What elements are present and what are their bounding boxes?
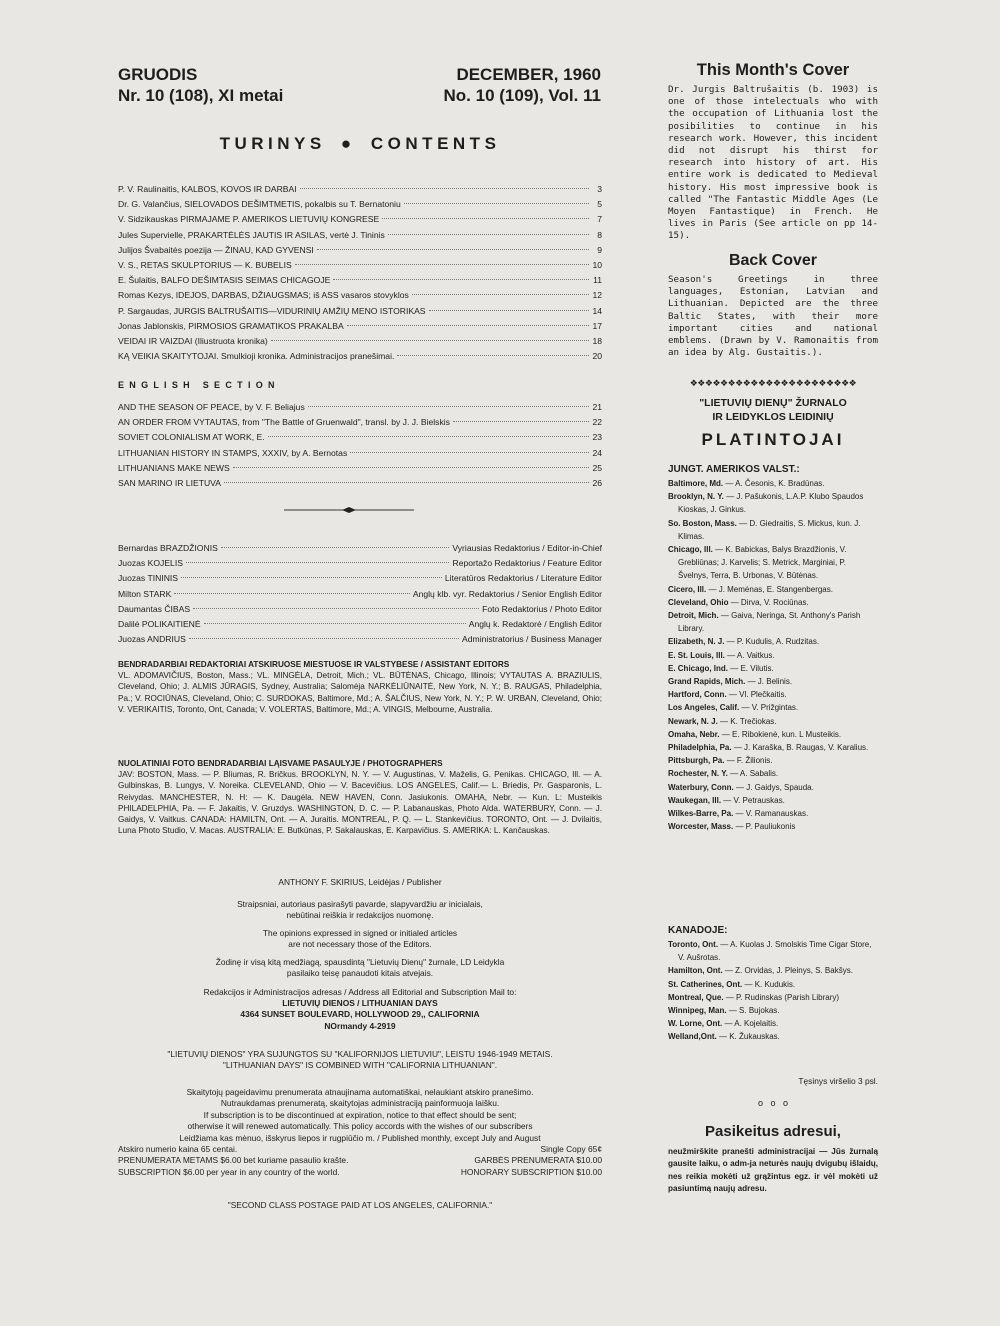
photographers-block bbox=[118, 758, 602, 836]
distributor-entry bbox=[668, 688, 878, 701]
distributor-city: Detroit, Mich. bbox=[668, 611, 719, 621]
toc-entry bbox=[118, 461, 602, 476]
distributor-names: — E. Vilutis. bbox=[730, 663, 774, 673]
back-cover-title: Back Cover bbox=[728, 252, 818, 269]
toc-entry-page: 5 bbox=[597, 199, 602, 210]
subscription-row-lt bbox=[118, 1155, 602, 1166]
distributors-heading bbox=[668, 396, 878, 452]
toc-entry-page: 12 bbox=[592, 290, 602, 301]
toc-entry-page: 23 bbox=[592, 432, 602, 443]
address-change-note bbox=[668, 1123, 878, 1196]
distributor-names: — Vl. Plečkaitis. bbox=[728, 690, 787, 700]
distributor-names: — K. Kudukis. bbox=[744, 979, 796, 989]
usa-list bbox=[668, 477, 878, 833]
toc-entry-page: 18 bbox=[592, 335, 602, 346]
distributor-names: — P. Pauliukonis bbox=[735, 822, 796, 832]
distributor-entry bbox=[668, 820, 878, 833]
distributor-names: — J. Pašukonis, L.A.P. Klubo Spaudos Kioskas, J. Ginkus. bbox=[678, 492, 864, 515]
issue-number-en: No. 10 (109), Vol. 11 bbox=[443, 86, 601, 105]
distributor-names: — V. Prižgintas. bbox=[741, 703, 799, 713]
disclaimer-lt bbox=[118, 899, 602, 921]
distributor-entry bbox=[668, 754, 878, 767]
distributor-city: Worcester, Mass. bbox=[668, 822, 734, 832]
staff-entry bbox=[118, 617, 602, 632]
distributor-names: — Gaiva, Neringa, St. Anthony's Parish Library. bbox=[678, 611, 861, 634]
distributor-entry bbox=[668, 1030, 878, 1043]
distributor-names: — K. Žukauskas. bbox=[718, 1032, 780, 1042]
contributors-heading: BENDRADARBIAI REDAKTORIAI ATSKIRUOSE MIESTUOSE IR VALSTYBESE / ASSISTANT EDITORS bbox=[118, 660, 510, 669]
reprint-notice bbox=[118, 957, 602, 979]
honorary-en: HONORARY SUBSCRIPTION $10.00 bbox=[460, 1166, 602, 1177]
disclaimer-en-line1: The opinions expressed in signed or initialed articles bbox=[262, 928, 458, 938]
distributor-names: — A. Vaitkus. bbox=[727, 650, 775, 660]
distributors-usa bbox=[668, 464, 878, 833]
subs-line3: If subscription is to be discontinued at expiration, notice to that effect should be sent; bbox=[203, 1109, 517, 1120]
distributor-city: Cleveland, Ohio bbox=[668, 597, 729, 607]
staff-name: Juozas ANDRIUS bbox=[118, 634, 186, 645]
month-lt: GRUODIS bbox=[118, 65, 198, 84]
back-cover-text: Season's Greetings in three languages, Estonian, Latvian and Lithuanian. Depicted are the three Baltic States, with their more important cities and national emblems. (Drawn by V. Ramonaitis from an idea by Alg. Gustaitis.). bbox=[668, 274, 878, 359]
distributor-city: Baltimore, Md. bbox=[668, 479, 724, 488]
staff-leader-dots bbox=[204, 623, 466, 624]
staff-role: Administratorius / Business Manager bbox=[462, 634, 602, 645]
staff-entry bbox=[118, 541, 602, 556]
cover-note bbox=[668, 61, 878, 243]
address-change-title: Pasikeitus adresui, bbox=[705, 1123, 841, 1140]
distributor-city: Rochester, N. Y. bbox=[668, 769, 728, 779]
distributor-city: Philadelphia, Pa. bbox=[668, 743, 732, 753]
distributor-entry bbox=[668, 517, 878, 543]
toc-entry bbox=[118, 304, 602, 319]
distributor-entry bbox=[668, 1017, 878, 1030]
toc-entry-title: KĄ VEIKIA SKAITYTOJAI. Smulkioji kronika. Administracijos pranešimai. bbox=[118, 351, 395, 362]
issue-number-lt: Nr. 10 (108), XI metai bbox=[118, 86, 284, 105]
distributors-title: PLATINTOJAI bbox=[701, 430, 845, 449]
toc-entry-title: Jonas Jablonskis, PIRMOSIOS GRAMATIKOS PRAKALBA bbox=[118, 320, 344, 331]
cover-title: This Month's Cover bbox=[696, 61, 850, 79]
distributor-entry bbox=[668, 543, 878, 583]
price-row bbox=[118, 1144, 602, 1155]
merger-line2: "LITHUANIAN DAYS" IS COMBINED WITH "CALIFORNIA LITHUANIAN". bbox=[222, 1060, 498, 1071]
staff-name: Dalilė POLIKAITIENĖ bbox=[118, 618, 201, 629]
photographers-heading: NUOLATINIAI FOTO BENDRADARBIAI LĄISVAME PASAULYJE / PHOTOGRAPHERS bbox=[118, 759, 443, 768]
distributor-names: — J. Gaidys, Spauda. bbox=[736, 782, 814, 792]
distributor-names: — Dirva, V. Rociūnas. bbox=[730, 597, 809, 607]
toc-entry bbox=[118, 243, 602, 258]
toc-leader-dots bbox=[295, 264, 589, 265]
distributor-names: — E. Ribokienė, kun. L Musteikis. bbox=[721, 729, 842, 739]
staff-list bbox=[118, 541, 602, 647]
distributor-entry bbox=[668, 635, 878, 648]
toc-entry bbox=[118, 273, 602, 288]
distributor-city: Grand Rapids, Mich. bbox=[668, 677, 746, 687]
toc-leader-dots bbox=[397, 355, 589, 356]
toc-leader-dots bbox=[308, 406, 589, 407]
staff-name: Bernardas BRAZDŽIONIS bbox=[118, 543, 218, 553]
distributor-entry bbox=[668, 1004, 878, 1017]
toc-entry-page: 25 bbox=[592, 462, 602, 473]
toc-leader-dots bbox=[350, 452, 589, 453]
toc-entry-page: 8 bbox=[597, 229, 602, 240]
toc-leader-dots bbox=[388, 234, 589, 235]
address-line1: Redakcijos ir Administracijos adresas / Address all Editorial and Subscription Mail to: bbox=[203, 987, 517, 997]
toc-entry-title: AN ORDER FROM VYTAUTAS, from "The Battle of Gruenwald", transl. by J. J. Bielskis bbox=[118, 417, 450, 428]
distributor-city: Waukegan, Ill. bbox=[668, 795, 722, 805]
toc-entry-title: Romas Kezys, IDEJOS, DARBAS, DŽIAUGSMAS; iš ASS vasaros stovyklos bbox=[118, 290, 409, 301]
usa-label: JUNGT. AMERIKOS VALST.: bbox=[668, 464, 800, 475]
distributor-entry bbox=[668, 964, 878, 977]
disclaimer-en bbox=[118, 928, 602, 950]
distributor-entry bbox=[668, 781, 878, 794]
address-phone: NOrmandy 4-2919 bbox=[324, 1020, 396, 1031]
toc-leader-dots bbox=[429, 310, 589, 311]
distributor-names: — J. Karaška, B. Raugas, V. Karalius. bbox=[733, 743, 869, 753]
toc-entry-page: 26 bbox=[592, 477, 602, 488]
toc-entry bbox=[118, 212, 602, 227]
merger-notice bbox=[118, 1049, 602, 1071]
distributor-city: Los Angeles, Calif. bbox=[668, 703, 740, 713]
toc-entry-page: 17 bbox=[592, 320, 602, 331]
toc-entry-page: 11 bbox=[593, 275, 602, 286]
toc-entry-page: 24 bbox=[592, 447, 602, 458]
distributor-names: — P. Rudinskas (Parish Library) bbox=[725, 992, 840, 1002]
staff-name: Daumantas ČIBAS bbox=[118, 603, 191, 614]
subscription-en: SUBSCRIPTION $6.00 per year in any country of the world. bbox=[118, 1166, 340, 1177]
separator-ornament bbox=[284, 504, 414, 516]
distributor-names: — A. Česonis, K. Bradūnas. bbox=[725, 479, 825, 488]
english-toc-list bbox=[118, 400, 602, 491]
subs-line4: otherwise it will renewed automatically. This policy accords with the wishes of our subscribers bbox=[187, 1121, 533, 1132]
toc-entry-title: LITHUANIANS MAKE NEWS bbox=[118, 462, 230, 473]
toc-entry-title: P. Sargaudas, JURGIS BALTRUŠAITIS—VIDURINIŲ AMŽIŲ MENO ISTORIKAS bbox=[118, 305, 426, 316]
toc-entry-page: 3 bbox=[597, 184, 602, 194]
staff-role: Reportažo Redaktorius / Feature Editor bbox=[452, 558, 602, 569]
toc-leader-dots bbox=[404, 203, 589, 204]
distributor-names: — V. Petrauskas. bbox=[723, 795, 785, 805]
toc-entry bbox=[118, 258, 602, 273]
address-line3: 4364 SUNSET BOULEVARD, HOLLYWOOD 29,, CALIFORNIA bbox=[240, 1009, 480, 1020]
subs-line2: Nutraukdamas prenumeratą, skaitytojas administraciją painformuoja laišku. bbox=[220, 1098, 500, 1109]
subscription-block bbox=[118, 1087, 602, 1178]
staff-entry bbox=[118, 556, 602, 571]
distributors-canada bbox=[668, 925, 878, 1044]
distributor-city: Waterbury, Conn. bbox=[668, 782, 734, 792]
staff-leader-dots bbox=[193, 608, 479, 609]
distributor-entry bbox=[668, 662, 878, 675]
distributor-names: — K. Trečiokas. bbox=[720, 716, 777, 726]
address-line2: LIETUVIŲ DIENOS / LITHUANIAN DAYS bbox=[282, 998, 438, 1009]
toc-leader-dots bbox=[453, 421, 589, 422]
toc-entry bbox=[118, 430, 602, 445]
staff-entry bbox=[118, 571, 602, 586]
distributor-city: Wilkes-Barre, Pa. bbox=[668, 809, 734, 819]
staff-leader-dots bbox=[221, 547, 450, 548]
photographers-text: JAV: BOSTON, Mass. — P. Bliumas, R. Bričkus. BROOKLYN, N. Y. — V. Augustinas, V. Maželis, G. Penikas. CHICAGO, Ill. — A. Gulbinskas, B. Lungys, V. Noreika. CLEVELAND, Ohio — V. Bacevičius. LOS ANGELES, Calif.— L. Briedis, Pr. Gasparonis, L. Reivydas. MANCHESTER, N. H: — K. Daugėla. NEW HAVEN, Conn. Jasiukonis. OMAHA, Nebr. — Kun. L: Musteikis PHILADELPHIA, Pa. — F. Jakaitis, V. Gruzdys. WASHINGTON, D. C. — P. Labanauskas, Photo Alda. WATERBURY, Conn. — J. Gaidys, V. Vaitkus. CANADA: HAMILTN, Ont. — A. Juraitis. MONTREAL, P. Q. — L. Stankevičius. TORONTO, Ont. — J. Dvilaitis, Luna Photo Studio, V. Macas. AUSTRALIA: E. Butkūnas, P. Sakalauskas, E. Karpavičius. S. AMERIKA: L. Kančauskas. bbox=[118, 770, 602, 836]
distributor-names: — K. Babickas, Balys Brazdžionis, V. Grebliūnas; J. Karvelis; S. Metrick, Marginiai, P. Švelnys, Terra, B. Urbonas, V. Būtėnas. bbox=[678, 545, 847, 581]
toc-entry bbox=[118, 197, 602, 212]
distributor-city: Omaha, Nebr. bbox=[668, 729, 720, 739]
publisher: ANTHONY F. SKIRIUS, Leidėjas / Publisher bbox=[278, 877, 442, 887]
distributor-city: W. Lorne, Ont. bbox=[668, 1019, 723, 1029]
toc-leader-dots bbox=[268, 436, 589, 437]
distributor-entry bbox=[668, 807, 878, 820]
toc-entry-title: V. S., RETAS SKULPTORIUS — K. BUBELIS bbox=[118, 259, 292, 270]
toc-entry-title: E. Šulaitis, BALFO DEŠIMTASIS SEIMAS CHICAGOJE bbox=[118, 275, 331, 286]
staff-entry bbox=[118, 587, 602, 602]
toc-entry-title: LITHUANIAN HISTORY IN STAMPS, XXXIV, by A. Bernotas bbox=[118, 447, 348, 458]
back-cover-note bbox=[668, 252, 878, 359]
distributor-entry bbox=[668, 649, 878, 662]
distributor-entry bbox=[668, 715, 878, 728]
distributor-city: So. Boston, Mass. bbox=[668, 518, 737, 528]
toc-leader-dots bbox=[317, 249, 589, 250]
toc-leader-dots bbox=[224, 482, 589, 483]
address-change-text: neužmirškite pranešti administracijai — Jūs žurnalą gausite laiku, o adm-ja neturės naujų dvigubų išlaidų, nes reikia mokėti už grąžintus egz. ir vėl mokėti už pasiuntimą naujų adresu. bbox=[668, 1147, 878, 1194]
distributor-entry bbox=[668, 701, 878, 714]
issue-header-right bbox=[400, 64, 601, 106]
distributor-city: Toronto, Ont. bbox=[668, 940, 719, 949]
staff-entry bbox=[118, 632, 602, 647]
distributor-city: Welland,Ont. bbox=[668, 1032, 717, 1042]
disclaimer-lt-line2: nebūtinai reiškia ir redakcijos nuomonę. bbox=[286, 910, 434, 921]
toc-entry bbox=[118, 400, 602, 415]
distributor-names: — Z. Orvidas, J. Pleinys, S. Bakšys. bbox=[724, 966, 853, 976]
contributors-text: VL. ADOMAVIČIUS, Boston, Mass.; VL. MINGĖLA, Detroit, Mich.; VL. BŪTĖNAS, Chicago, Illinois; VYTAUTAS A. BRAZIULIS, Cleveland, Ohio; J. ALMIS JŪRAGIS, Sydney, Australia; Salomėja NARKĖLIŪNAITĖ, New York, N. Y.; B. RAUGAS, Philadelphia, Pa.; V. ROCIŪNAS, Cleveland, Ohio; C. SURDOKAS, Baltimore, Md.; A. ŠALČIUS, New York, N. Y.; P. W. URBAN, Cleveland, Ohio; V. VERIKAITIS, Toronto, Ont, Canada; V. VOLERTAS, Baltimore, Md.; A. VINGIS, Melbourne, Australia. bbox=[118, 671, 602, 714]
subscription-row-en bbox=[118, 1167, 602, 1178]
distributor-names: — A. Kojelaitis. bbox=[724, 1019, 779, 1029]
staff-leader-dots bbox=[181, 577, 442, 578]
distributor-city: St. Catherines, Ont. bbox=[668, 979, 743, 989]
distributor-names: — J. Memėnas, E. Stangenbergas. bbox=[708, 584, 833, 594]
distributor-city: Montreal, Que. bbox=[668, 992, 724, 1002]
toc-list bbox=[118, 182, 602, 364]
contributors-block bbox=[118, 659, 602, 715]
distributor-names: — D. Giedraitis, S. Mickus, kun. J. Klimas. bbox=[678, 518, 861, 541]
distributor-city: Chicago, Ill. bbox=[668, 545, 713, 555]
distributor-entry bbox=[668, 794, 878, 807]
staff-leader-dots bbox=[186, 562, 450, 563]
staff-name: Milton STARK bbox=[118, 588, 172, 599]
distributor-city: Cicero, Ill. bbox=[668, 584, 707, 594]
disclaimer-lt-line1: Straipsniai, autoriaus pasirašyti pavarde, slapyvardžiu ar inicialais, bbox=[237, 899, 483, 909]
disclaimer-en-line2: are not necessary those of the Editors. bbox=[288, 939, 432, 950]
issue-header-left bbox=[118, 64, 283, 106]
toc-leader-dots bbox=[412, 294, 589, 295]
distributors-heading-line1: "LIETUVIŲ DIENŲ" ŽURNALO bbox=[699, 397, 847, 409]
distributor-entry bbox=[668, 741, 878, 754]
contents-title: TURINYS ● CONTENTS bbox=[219, 134, 501, 153]
distributor-entry bbox=[668, 675, 878, 688]
distributor-names: — J. Belinis. bbox=[747, 677, 793, 687]
toc-entry-title: Julijos Švabaitės poezija — ŽINAU, KAD GYVENSI bbox=[118, 244, 314, 255]
toc-entry-page: 9 bbox=[597, 244, 602, 255]
distributors-heading-line2: IR LEIDYKLOS LEIDINIŲ bbox=[712, 411, 834, 423]
toc-entry-page: 21 bbox=[592, 402, 602, 412]
staff-name: Juozas TININIS bbox=[118, 573, 179, 584]
distributor-city: Newark, N. J. bbox=[668, 716, 718, 726]
toc-entry-title: Dr. G. Valančius, SIELOVADOS DEŠIMTMETIS, pokalbis su T. Bernatoniu bbox=[118, 199, 401, 210]
staff-leader-dots bbox=[174, 593, 410, 594]
staff-role: Anglų k. Redaktorė / English Editor bbox=[468, 618, 602, 629]
month-en: DECEMBER, 1960 bbox=[456, 65, 601, 84]
reprint-line1: Žodinę ir visą kitą medžiagą, spausdintą "Lietuvių Dienų" žurnale, LD Leidykla bbox=[215, 957, 505, 967]
merger-line1: "LIETUVIŲ DIENOS" YRA SUJUNGTOS SU "KALIFORNIJOS LIETUVIU", LEISTU 1946-1949 METAIS. bbox=[167, 1049, 553, 1059]
staff-entry bbox=[118, 602, 602, 617]
single-copy-en: Single Copy 65¢ bbox=[540, 1144, 602, 1155]
distributor-entry bbox=[668, 938, 878, 964]
staff-role: Vyriausias Redaktorius / Editor-in-Chief bbox=[452, 543, 602, 553]
distributor-names: — A. Kuolas J. Smolskis Time Cigar Store, V. Aušrotas. bbox=[678, 940, 872, 963]
toc-entry-title: SAN MARINO IR LIETUVA bbox=[118, 477, 221, 488]
subs-line1: Skaitytojų pageidavimu prenumerata atnaujinama automatiškai, nelaukiant atskiro pranešimo. bbox=[186, 1087, 534, 1097]
distributor-city: Winnipeg, Man. bbox=[668, 1006, 727, 1016]
toc-entry bbox=[118, 288, 602, 303]
distributor-entry bbox=[668, 609, 878, 635]
toc-entry-title: P. V. Raulinaitis, KALBOS, KOVOS IR DARBAI bbox=[118, 184, 297, 194]
toc-entry bbox=[118, 334, 602, 349]
distributor-city: Brooklyn, N. Y. bbox=[668, 492, 724, 502]
toc-entry-page: 7 bbox=[597, 214, 602, 225]
single-copy-lt: Atskiro numerio kaina 65 centai. bbox=[118, 1144, 238, 1155]
toc-entry-title: VEIDAI IR VAIZDAI (Iliustruota kronika) bbox=[118, 335, 268, 346]
dots-separator: o o o bbox=[757, 1098, 789, 1108]
distributor-names: — F. Žilionis. bbox=[726, 756, 773, 766]
toc-leader-dots bbox=[300, 188, 589, 189]
distributor-entry bbox=[668, 490, 878, 516]
staff-role: Anglų klb. vyr. Redaktorius / Senior English Editor bbox=[412, 588, 602, 599]
distributor-entry bbox=[668, 596, 878, 609]
distributor-city: Pittsburgh, Pa. bbox=[668, 756, 725, 766]
staff-role: Foto Redaktorius / Photo Editor bbox=[482, 603, 602, 614]
toc-entry bbox=[118, 415, 602, 430]
subs-line5: Leidžiama kas mėnuo, išskyrus liepos ir rugpiūčio m. / Published monthly, except July and August bbox=[179, 1132, 541, 1143]
distributor-entry bbox=[668, 728, 878, 741]
toc-entry-title: AND THE SEASON OF PEACE, by V. F. Beliajus bbox=[118, 402, 305, 412]
distributor-city: E. Chicago, Ind. bbox=[668, 663, 729, 673]
canada-label: KANADOJE: bbox=[668, 925, 728, 936]
distributor-entry bbox=[668, 767, 878, 780]
distributor-city: Elizabeth, N. J. bbox=[668, 637, 725, 647]
cover-text: Dr. Jurgis Baltrušaitis (b. 1903) is one of those intelectuals who with the occupation of Lithuania lost the posibilities to continue in his research work. However, this incident did not disrupt his thirst for research into history of art. His entire work is dedicated to Medieval history. His most impressive book is called "The Fantastic Middle Ages (Le Moyen Fantastique) in French. He lives in Paris (See article on pp 14-15). bbox=[668, 84, 878, 242]
distributors-ornament: ❖❖❖❖❖❖❖❖❖❖❖❖❖❖❖❖❖❖❖❖❖❖ bbox=[689, 378, 857, 388]
toc-entry bbox=[118, 182, 602, 197]
toc-entry bbox=[118, 349, 602, 364]
toc-entry-title: V. Sidzikauskas PIRMAJAME P. AMERIKOS LIETUVIŲ KONGRESE bbox=[118, 214, 380, 225]
toc-entry-title: Jules Supervielle, PRAKARTĖLĖS JAUTIS IR ASILAS, vertė J. Tininis bbox=[118, 229, 385, 240]
staff-role: Literatūros Redaktorius / Literature Editor bbox=[444, 573, 602, 584]
toc-leader-dots bbox=[333, 279, 589, 280]
distributor-names: — S. Bujokas. bbox=[728, 1006, 780, 1016]
staff-leader-dots bbox=[189, 638, 459, 639]
distributor-city: Hamilton, Ont. bbox=[668, 966, 723, 976]
toc-leader-dots bbox=[382, 218, 589, 219]
staff-name: Juozas KOJELIS bbox=[118, 558, 183, 569]
toc-entry bbox=[118, 446, 602, 461]
subscription-lt: PRENUMERATA METAMS $6.00 bet kuriame pasaulio krašte. bbox=[118, 1155, 349, 1166]
distributor-entry bbox=[668, 583, 878, 596]
toc-entry bbox=[118, 228, 602, 243]
toc-leader-dots bbox=[271, 340, 589, 341]
toc-entry bbox=[118, 476, 602, 491]
toc-leader-dots bbox=[233, 467, 589, 468]
toc-entry-page: 10 bbox=[592, 259, 602, 270]
toc-entry-page: 22 bbox=[592, 417, 602, 428]
toc-entry-page: 20 bbox=[592, 351, 602, 362]
english-section-title: E N G L I S H S E C T I O N bbox=[118, 380, 276, 390]
honorary-lt: GARBĖS PRENUMERATA $10.00 bbox=[474, 1155, 602, 1166]
address-block bbox=[118, 987, 602, 1032]
toc-entry-title: SOVIET COLONIALISM AT WORK, E. bbox=[118, 432, 265, 443]
canada-list bbox=[668, 938, 878, 1044]
distributor-city: E. St. Louis, Ill. bbox=[668, 650, 725, 660]
toc-entry bbox=[118, 319, 602, 334]
toc-entry-page: 14 bbox=[592, 305, 602, 316]
distributor-names: — A. Sabalis. bbox=[730, 769, 779, 779]
distributor-names: — V. Ramanauskas. bbox=[735, 809, 809, 819]
distributor-city: Hartford, Conn. bbox=[668, 690, 727, 700]
distributor-names: — P. Kudulis, A. Rudzitas. bbox=[726, 637, 820, 647]
reprint-line2: pasilaiko teisę panaudoti kitais atvejais. bbox=[286, 968, 434, 979]
distributor-entry bbox=[668, 991, 878, 1004]
toc-leader-dots bbox=[347, 325, 589, 326]
postage-notice: "SECOND CLASS POSTAGE PAID AT LOS ANGELES, CALIFORNIA." bbox=[227, 1200, 493, 1210]
distributor-entry bbox=[668, 477, 878, 490]
distributor-entry bbox=[668, 978, 878, 991]
continued-note: Tęsinys viršelio 3 psl. bbox=[798, 1076, 878, 1086]
